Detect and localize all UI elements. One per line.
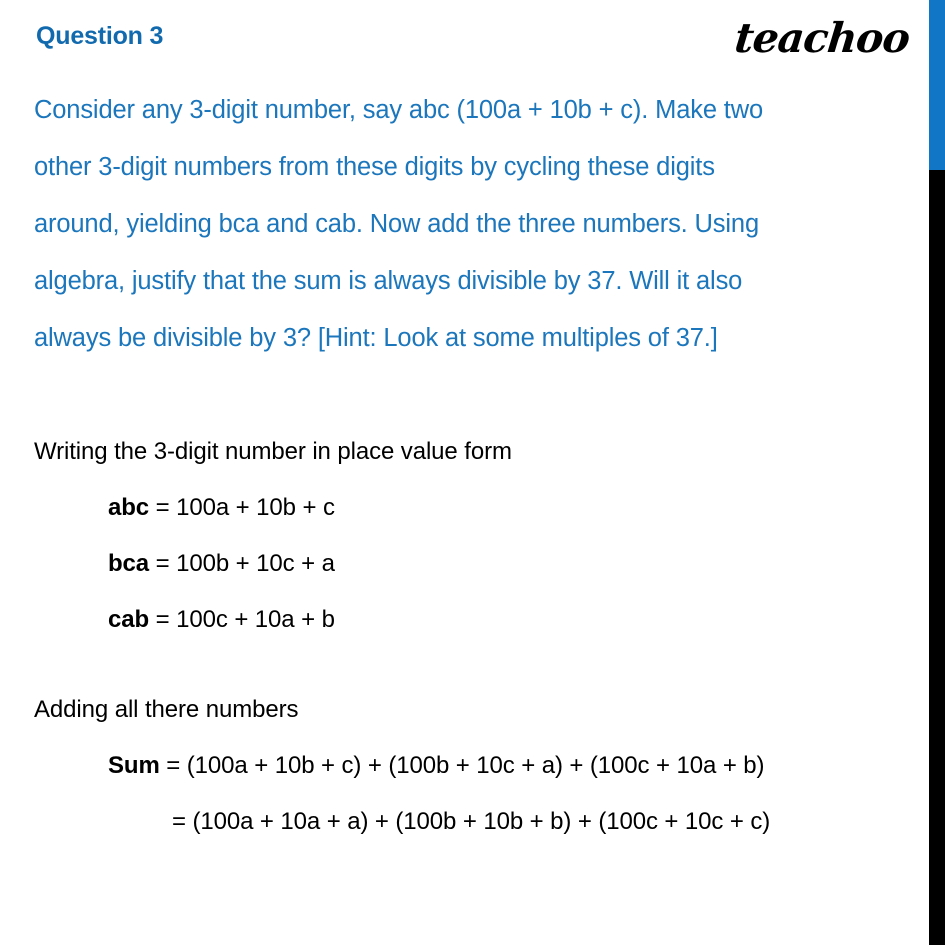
- question-line: other 3-digit numbers from these digits by cycling these digits: [34, 153, 715, 181]
- spacer: [34, 520, 914, 552]
- solution-section-heading-place-value: Writing the 3-digit number in place value form: [34, 438, 512, 465]
- equation-expression: = (100a + 10b + c) + (100b + 10c + a) + (100c + 10a + b): [159, 752, 765, 779]
- equation-cab: [34, 608, 914, 632]
- equation-expression: = 100b + 10c + a: [149, 550, 335, 577]
- equation-expression: = 100a + 10b + c: [149, 494, 335, 521]
- edge-accent-bar-blue: [929, 0, 945, 170]
- equation-label: cab: [108, 606, 150, 633]
- equation-label: bca: [108, 550, 150, 577]
- spacer: [34, 778, 914, 810]
- equation-label: abc: [108, 494, 150, 521]
- edge-accent-bar-black: [929, 170, 945, 945]
- equation-bca: [34, 552, 914, 576]
- equation-sum: [34, 754, 914, 778]
- question-line: always be divisible by 3? [Hint: Look at some multiples of 37.]: [34, 324, 718, 352]
- solution-body: [34, 440, 914, 834]
- page-header: [36, 14, 912, 64]
- question-statement: [34, 82, 904, 367]
- question-line: around, yielding bca and cab. Now add the three numbers. Using: [34, 210, 759, 238]
- spacer: [34, 632, 914, 698]
- equation-label: Sum: [108, 752, 160, 779]
- spacer: [34, 722, 914, 754]
- equation-abc: [34, 496, 914, 520]
- equation-sum-continuation: = (100a + 10a + a) + (100b + 10b + b) + (100c + 10c + c): [172, 808, 771, 835]
- question-line: algebra, justify that the sum is always divisible by 37. Will it also: [34, 267, 743, 295]
- equation-expression: = 100c + 10a + b: [149, 606, 335, 633]
- question-line: Consider any 3-digit number, say abc (100a + 10b + c). Make two: [34, 96, 764, 124]
- page-title: Question 3: [36, 22, 164, 50]
- spacer: [34, 464, 914, 496]
- solution-section-heading-adding: Adding all there numbers: [34, 696, 299, 723]
- teachoo-logo: teachoo: [732, 14, 912, 62]
- spacer: [34, 576, 914, 608]
